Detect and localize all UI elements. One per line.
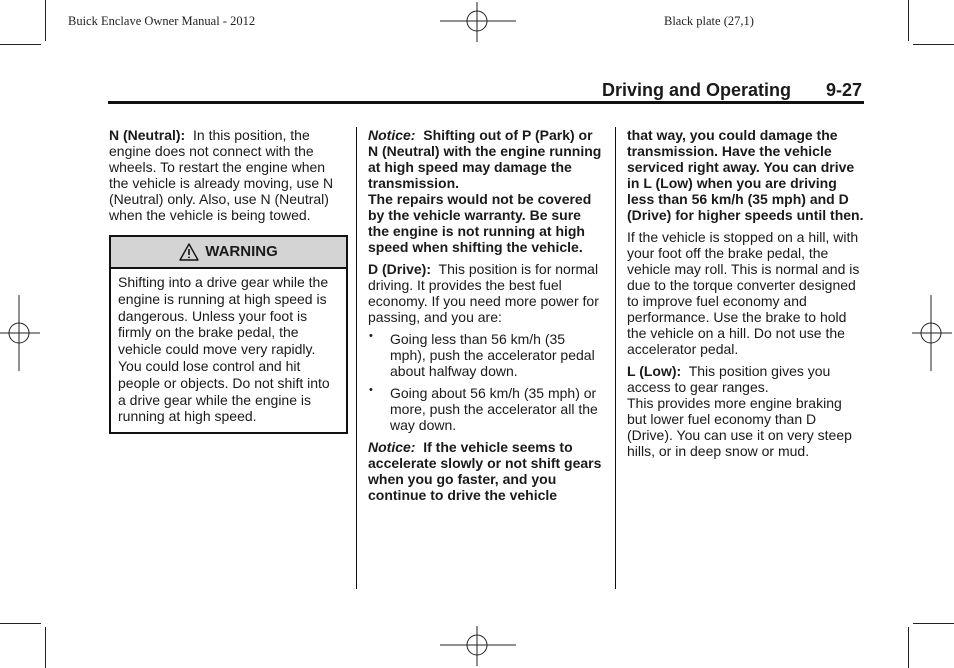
- low-paragraph: [627, 363, 865, 395]
- notice-1-text: Shifting out of P (Park) or N (Neutral) with the engine running at high speed may damage the transmission.: [368, 127, 602, 191]
- list-item: [368, 331, 604, 379]
- section-title: Driving and Operating: [602, 80, 792, 100]
- manual-title: Buick Enclave Owner Manual - 2012: [68, 14, 256, 28]
- neutral-text: In this position, the engine does not connect with the wheels. To restart the engine when the vehicle is already moving, use N (Neutral) only. Also, use N (Neutral) when the vehicle is being towed.: [109, 127, 334, 223]
- drive-bullet-list: [368, 331, 604, 433]
- bullet-icon: •: [369, 384, 373, 396]
- column-divider: [356, 127, 357, 589]
- warning-triangle-icon: [179, 243, 199, 261]
- notice-2-text: If the vehicle seems to accelerate slowly or not shift gears when you go faster, and you continue to drive the vehicle: [368, 439, 602, 503]
- drive-label: D (Drive):: [368, 261, 432, 277]
- column-3: [627, 127, 865, 465]
- registration-mark-left: [0, 295, 40, 371]
- crop-mark: [913, 623, 954, 624]
- low-text: This position gives you access to gear ranges.: [627, 363, 831, 395]
- bullet-icon: •: [369, 330, 373, 342]
- list-item: [368, 385, 604, 433]
- crop-mark: [0, 44, 41, 45]
- low-text-2: This provides more engine braking but lower fuel economy than D (Drive). You can use it on very steep hills, or in deep snow or mud.: [627, 395, 852, 459]
- crop-mark: [908, 627, 909, 668]
- warning-text: Shifting into a drive gear while the engine is running at high speed is dangerous. Unless your foot is firmly on the brake pedal, the vehicle could move very rapidly. You could lose control and hit people or objects. Do not shift into a drive gear while the engine is running at high speed.: [118, 274, 330, 425]
- notice-2-label: Notice:: [368, 439, 416, 455]
- notice-2-continued: that way, you could damage the transmission. Have the vehicle serviced right away. You can drive in L (Low) when you are driving less than 56 km/h (35 mph) and D (Drive) for higher speeds until then.: [627, 127, 864, 223]
- column-divider: [615, 127, 616, 589]
- crop-mark: [45, 627, 46, 668]
- bullet-text: Going less than 56 km/h (35 mph), push the accelerator pedal about halfway down.: [390, 331, 595, 379]
- warning-box: [109, 235, 348, 434]
- registration-mark-top: [440, 2, 516, 42]
- crop-mark: [913, 44, 954, 45]
- column-1: [109, 127, 341, 434]
- header-rule: [108, 101, 864, 104]
- crop-mark: [0, 623, 41, 624]
- page-number: 9-27: [826, 80, 863, 100]
- registration-mark-right: [912, 295, 952, 371]
- notice-1-text-2: The repairs would not be covered by the vehicle warranty. Be sure the engine is not running at high speed when shifting the vehicle.: [368, 191, 592, 255]
- warning-header: [111, 237, 346, 269]
- plate-label: Black plate (27,1): [664, 14, 754, 28]
- notice-1-label: Notice:: [368, 127, 416, 143]
- neutral-paragraph: [109, 127, 341, 223]
- column-2: [368, 127, 604, 509]
- crop-mark: [908, 0, 909, 41]
- drive-text: This position is for normal driving. It provides the best fuel economy. If you need more power for passing, and you are:: [368, 261, 599, 325]
- warning-title: WARNING: [205, 243, 278, 260]
- crop-mark: [45, 0, 46, 41]
- hill-paragraph: If the vehicle is stopped on a hill, with your foot off the brake pedal, the vehicle may roll. This is normal and is due to the torque converter designed to improve fuel economy and performance. Use the brake to hold the vehicle on a hill. Do not use the accelerator pedal.: [627, 229, 860, 357]
- notice-2: [368, 439, 604, 503]
- notice-1: [368, 127, 604, 191]
- bullet-text: Going about 56 km/h (35 mph) or more, push the accelerator all the way down.: [390, 385, 598, 433]
- neutral-label: N (Neutral):: [109, 127, 186, 143]
- low-label: L (Low):: [627, 363, 682, 379]
- drive-paragraph: [368, 261, 604, 325]
- registration-mark-bottom: [440, 626, 516, 666]
